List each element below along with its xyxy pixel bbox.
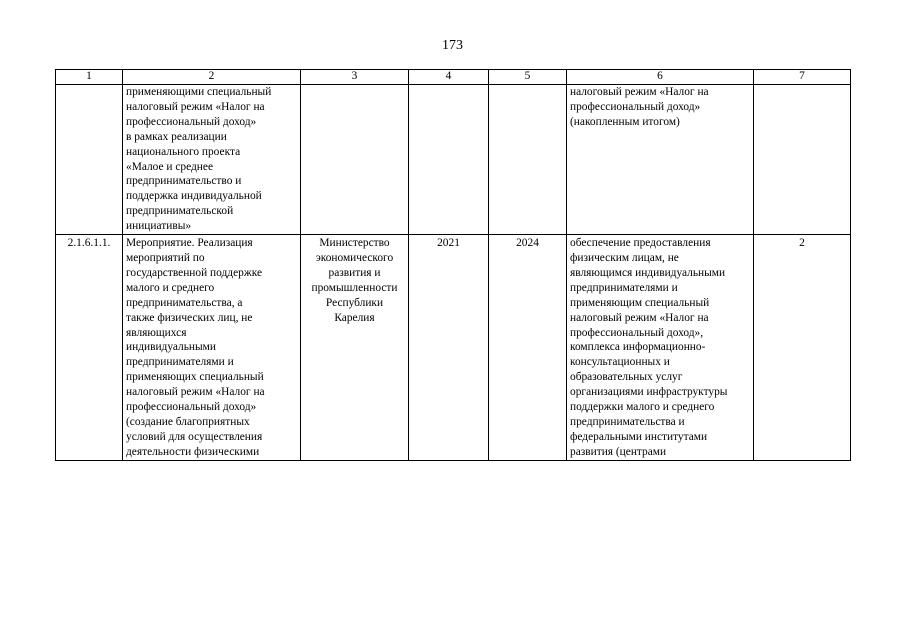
cell-text-line: Карелия <box>334 311 375 324</box>
cell-text-line: экономического <box>315 251 394 264</box>
cell-text-line: являющимся индивидуальными <box>570 266 726 279</box>
cell-text-line: деятельности физическими <box>126 445 260 458</box>
cell-link: 2 <box>754 235 851 461</box>
cell-text-line: Республики <box>325 296 384 309</box>
cell-start-year: 2021 <box>409 235 489 461</box>
cell-text-line: организациями инфраструктуры <box>570 386 728 399</box>
cell-code <box>56 85 123 235</box>
page-number: 173 <box>442 38 463 53</box>
cell-result <box>567 235 754 461</box>
cell-result <box>567 85 754 235</box>
measures-table <box>55 69 851 461</box>
cell-text-line: развития (центрами <box>570 445 667 458</box>
cell-text-line: федеральными институтами <box>570 430 708 443</box>
cell-text-line: государственной поддержке <box>126 266 263 279</box>
cell-text-line: Министерство <box>319 237 390 250</box>
cell-description <box>123 85 301 235</box>
cell-text-line: налоговый режим «Налог на <box>126 100 265 113</box>
cell-text-line: налоговый режим «Налог на <box>126 386 265 399</box>
cell-code: 2.1.6.1.1. <box>56 235 123 461</box>
cell-text-line: обеспечение предоставления <box>570 237 711 250</box>
cell-executor <box>301 235 409 461</box>
cell-text-line: условий для осуществления <box>126 430 263 443</box>
cell-text-line: развития и <box>328 266 381 279</box>
table-row-measure <box>56 235 851 461</box>
cell-link <box>754 85 851 235</box>
cell-text-line: «Малое и среднее <box>126 160 214 173</box>
cell-text-line: профессиональный доход» <box>126 401 257 414</box>
cell-executor <box>301 85 409 235</box>
cell-text-line: предпринимательства, а <box>126 296 243 309</box>
cell-text-line: физическим лицам, не <box>570 251 679 264</box>
cell-text-line: предпринимательской <box>126 205 234 218</box>
cell-text-line: консультационных и <box>570 356 670 369</box>
cell-text-line: промышленности <box>311 281 398 294</box>
cell-text-line: предпринимательство и <box>126 175 242 188</box>
cell-text-line: индивидуальными <box>126 341 216 354</box>
cell-text-line: поддержки малого и среднего <box>570 401 715 414</box>
cell-text-line: профессиональный доход» <box>570 100 701 113</box>
header-cell-2: 2 <box>123 70 301 85</box>
header-cell-4: 4 <box>409 70 489 85</box>
cell-text-line: (создание благоприятных <box>126 415 250 428</box>
cell-text-line: налоговый режим «Налог на <box>570 311 709 324</box>
cell-description <box>123 235 301 461</box>
cell-text-line: предпринимателями и <box>126 356 234 369</box>
header-cell-6: 6 <box>567 70 754 85</box>
header-cell-1: 1 <box>56 70 123 85</box>
cell-text-line: инициативы» <box>126 220 192 233</box>
header-cell-3: 3 <box>301 70 409 85</box>
header-cell-7: 7 <box>754 70 851 85</box>
cell-text-line: поддержка индивидуальной <box>126 190 262 203</box>
cell-text-line: мероприятий по <box>126 251 205 264</box>
cell-text-line: применяющим специальный <box>570 296 710 309</box>
cell-text-line: профессиональный доход» <box>126 115 257 128</box>
cell-text-line: национального проекта <box>126 145 241 158</box>
cell-text-line: Мероприятие. Реализация <box>126 237 253 250</box>
cell-text-line: комплекса информационно- <box>570 341 706 354</box>
cell-text-line: применяющими специальный <box>126 86 272 98</box>
cell-text-line: (накопленным итогом) <box>570 115 680 128</box>
cell-text-line: предпринимательства и <box>570 415 685 428</box>
cell-end-year: 2024 <box>489 235 567 461</box>
cell-text-line: также физических лиц, не <box>126 311 253 324</box>
cell-text-line: профессиональный доход», <box>570 326 704 339</box>
cell-text-line: в рамках реализации <box>126 130 227 143</box>
cell-text-line: предпринимателями и <box>570 281 678 294</box>
cell-text-line: образовательных услуг <box>570 371 683 384</box>
table-header-row <box>56 70 851 85</box>
cell-end-year <box>489 85 567 235</box>
cell-text-line: являющихся <box>126 326 187 339</box>
cell-text-line: малого и среднего <box>126 281 215 294</box>
cell-text-line: применяющих специальный <box>126 371 264 384</box>
header-cell-5: 5 <box>489 70 567 85</box>
cell-start-year <box>409 85 489 235</box>
table-row-continued <box>56 85 851 235</box>
cell-text-line: налоговый режим «Налог на <box>570 86 709 98</box>
